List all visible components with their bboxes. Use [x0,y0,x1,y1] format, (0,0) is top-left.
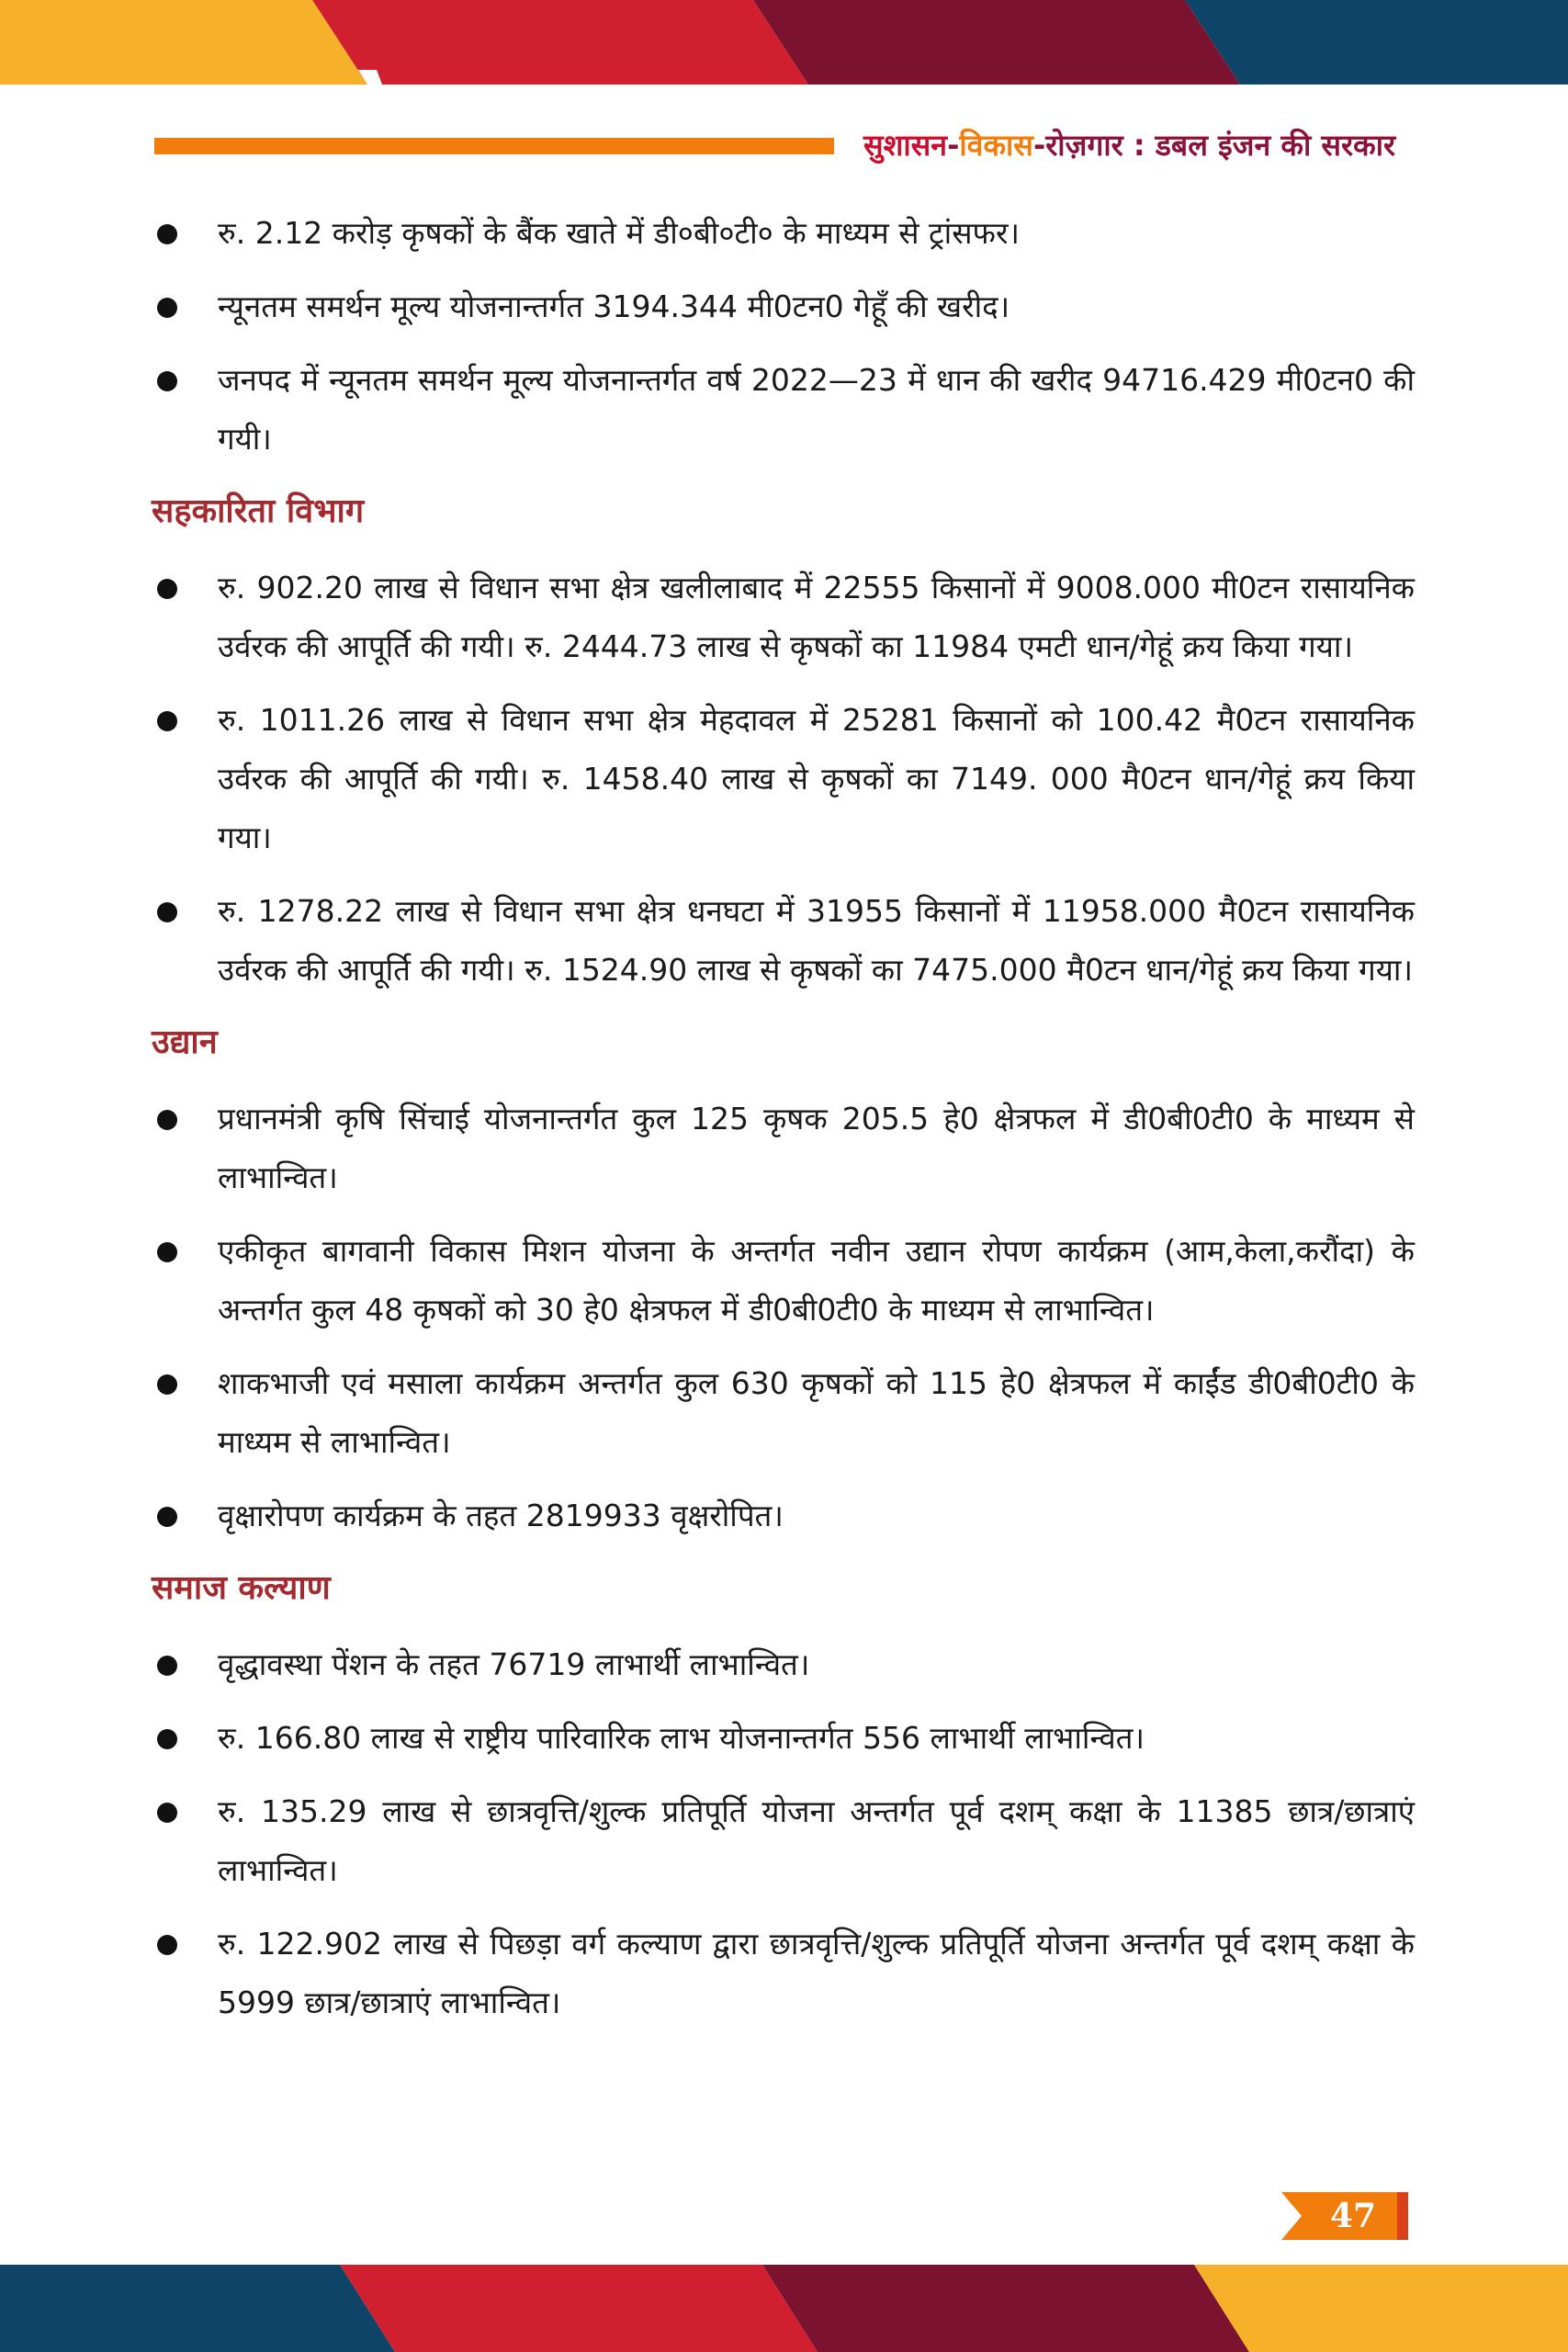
bullet-icon [157,1507,177,1527]
header-title-part-b: विकास [959,128,1033,163]
list-item-text: रु. 2.12 करोड़ कृषकों के बैंक खाते में डी०बी०टी० के माध्यम से ट्रांसफर। [218,215,1020,251]
running-header-title [863,123,1415,167]
bullet-icon [157,902,177,922]
bullet-icon [157,1110,177,1130]
list-item [152,1635,1415,1694]
bullet-icon [157,1935,177,1955]
list-item [152,1782,1415,1900]
list-item [152,1090,1415,1207]
list-item-text: रु. 1278.22 लाख से विधान सभा क्षेत्र धनघटा में 31955 किसानों में 11958.000 मै0टन रासायनिक उर्वरक की आपूर्ति की गयी। रु. 1524.90 लाख से कृषकों का 7475.000 मै0टन धान/गेहूं क्रय किया गया। [218,893,1415,988]
list-item [152,351,1415,469]
list-item [152,559,1415,676]
list-item-text: रु. 122.902 लाख से पिछड़ा वर्ग कल्याण द्वारा छात्रवृत्ति/शुल्क प्रतिपूर्ति योजना अन्तर्गत पूर्व दशम् कक्षा के 5999 छात्र/छात्राएं लाभान्वित। [218,1926,1415,2020]
list-item-text: रु. 1011.26 लाख से विधान सभा क्षेत्र मेहदावल में 25281 किसानों को 100.42 मै0टन रासायनिक उर्वरक की आपूर्ति की गयी। रु. 1458.40 लाख से कृषकों का 7149. 000 मै0टन धान/गेहूं क्रय किया गया। [218,702,1415,855]
header-dash-2: - [1032,128,1046,163]
list-item-text: एकीकृत बागवानी विकास मिशन योजना के अन्तर्गत नवीन उद्यान रोपण कार्यक्रम (आम,केला,करौंदा) के अन्तर्गत कुल 48 कृषकों को 30 हे0 क्षेत्रफल में डी0बी0टी0 के माध्यम से लाभान्वित। [218,1233,1415,1328]
section-heading-social-welfare: समाज कल्याण [152,1568,331,1607]
list-item [152,882,1415,1000]
list-item-text: जनपद में न्यूनतम समर्थन मूल्य योजनान्तर्गत वर्ष 2022—23 में धान की खरीद 94716.429 मी0टन0 की गयी। [218,362,1415,457]
bullet-icon [157,1803,177,1823]
list-item [152,691,1415,867]
top-color-band [0,0,1568,85]
header-title-part-c: रोज़गार : डबल इंजन की सरकार [1045,128,1396,163]
list-item-text: वृद्धावस्था पेंशन के तहत 76719 लाभार्थी लाभान्वित। [218,1646,810,1682]
bullet-icon [157,1656,177,1676]
bullet-icon [157,371,177,391]
bullet-icon [157,1374,177,1395]
section-heading-horticulture: उद्यान [152,1023,218,1061]
list-item [152,1487,1415,1545]
header-dash-1: - [947,128,960,163]
page-number-badge [1281,2192,1410,2240]
bottom-color-band [0,2265,1568,2352]
section-heading-cooperative: सहकारिता विभाग [152,492,365,530]
page-content [152,204,1415,2047]
list-item [152,1222,1415,1340]
bullet-icon [157,1729,177,1749]
bullet-icon [157,298,177,318]
bullet-icon [157,711,177,731]
header-title-part-a: सुशासन [863,128,948,163]
list-item [152,1709,1415,1768]
list-item [152,204,1415,263]
list-item-text: रु. 902.20 लाख से विधान सभा क्षेत्र खलीलाबाद में 22555 किसानों में 9008.000 मी0टन रासायनिक उर्वरक की आपूर्ति की गयी। रु. 2444.73 लाख से कृषकों का 11984 एमटी धान/गेहूं क्रय किया गया। [218,570,1415,664]
list-item [152,1354,1415,1472]
bullet-icon [157,224,177,244]
list-item-text: शाकभाजी एवं मसाला कार्यक्रम अन्तर्गत कुल 630 कृषकों को 115 हे0 क्षेत्रफल में काईंड डी0बी0टी0 के माध्यम से लाभान्वित। [218,1365,1415,1460]
list-item-text: न्यूनतम समर्थन मूल्य योजनान्तर्गत 3194.344 मी0टन0 गेहूँ की खरीद। [218,288,1010,324]
bullet-icon [157,579,177,599]
list-item [152,1915,1415,2032]
bullet-icon [157,1242,177,1262]
list-item [152,277,1415,336]
list-item-text: रु. 166.80 लाख से राष्ट्रीय पारिवारिक लाभ योजनान्तर्गत 556 लाभार्थी लाभान्वित। [218,1720,1145,1756]
list-item-text: वृक्षारोपण कार्यक्रम के तहत 2819933 वृक्षरोपित। [218,1498,784,1533]
list-item-text: प्रधानमंत्री कृषि सिंचाई योजनान्तर्गत कुल 125 कृषक 205.5 हे0 क्षेत्रफल में डी0बी0टी0 के माध्यम से लाभान्वित। [218,1101,1415,1195]
header-rule [154,138,834,154]
page-number: 47 [1329,2197,1377,2235]
list-item-text: रु. 135.29 लाख से छात्रवृत्ति/शुल्क प्रतिपूर्ति योजना अन्तर्गत पूर्व दशम् कक्षा के 11385 छात्र/छात्राएं लाभान्वित। [218,1793,1415,1888]
